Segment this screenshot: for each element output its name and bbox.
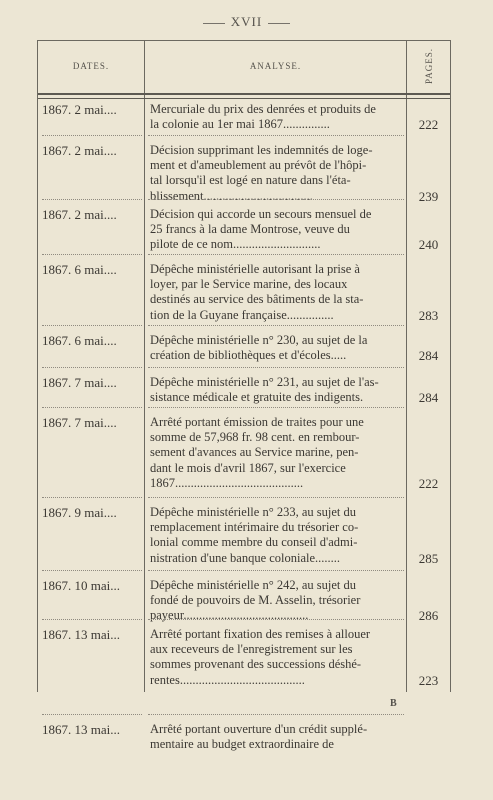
analysis-line: dant le mois d'avril 1867, sur l'exercice <box>150 460 346 475</box>
entry-page: 284 <box>418 348 439 364</box>
analysis-line: tal lorsqu'il est logé en nature dans l'éta- <box>150 173 351 188</box>
analysis-line: fondé de pouvoirs de M. Asselin, trésorier <box>150 593 361 608</box>
row-separator <box>42 619 142 620</box>
header-dates: DATES. <box>72 61 110 71</box>
entry-date: 1867. 7 mai.... <box>42 375 117 390</box>
row-separator <box>42 325 142 326</box>
header-analyse: ANALYSE. <box>249 61 302 71</box>
entry-analysis <box>150 207 402 253</box>
entry-analysis <box>150 505 402 566</box>
entry-page: 222 <box>418 475 439 491</box>
entry-date: 1867. 6 mai.... <box>42 333 117 348</box>
entry-analysis <box>150 143 402 204</box>
analysis-line: sement d'avances au Service marine, pen- <box>150 445 359 460</box>
entry-page: 239 <box>418 188 439 204</box>
row-separator <box>148 135 404 136</box>
entry-analysis <box>150 722 402 752</box>
pages-column-rule <box>406 40 407 692</box>
analysis-line: payeur........................................ <box>150 608 309 623</box>
row-separator <box>148 367 404 368</box>
analysis-line: pilote de ce nom............................ <box>150 237 321 252</box>
analysis-line: Arrêté portant fixation des remises à allouer <box>150 627 371 641</box>
analysis-line: tion de la Guyane française............... <box>150 307 334 322</box>
row-separator <box>42 570 142 571</box>
analysis-line: la colonie au 1er mai 1867............... <box>150 117 330 132</box>
entry-page: 285 <box>418 550 439 566</box>
entry-analysis <box>150 627 402 688</box>
entry-date: 1867. 2 mai.... <box>42 143 117 158</box>
analysis-line: Dépêche ministérielle n° 230, au sujet de la <box>150 333 368 347</box>
entry-page: 222 <box>418 117 439 133</box>
row-separator <box>148 714 404 715</box>
row-separator <box>148 570 404 571</box>
entry-analysis <box>150 415 402 491</box>
analysis-line: ment et d'ameublement au prévôt de l'hôpi- <box>150 158 367 173</box>
analysis-line: sommes provenant des successions déshé- <box>150 657 362 672</box>
entry-analysis <box>150 375 402 405</box>
analysis-line: nistration d'une banque coloniale........ <box>150 550 341 565</box>
row-separator <box>148 407 404 408</box>
analysis-line: sistance médicale et gratuite des indigents. <box>150 390 364 405</box>
analysis-line: Arrêté portant émission de traites pour une <box>150 415 364 429</box>
analysis-line: Décision supprimant les indemnités de loge- <box>150 143 373 157</box>
index-table <box>37 40 451 752</box>
analysis-line: Arrêté portant ouverture d'un crédit supplé- <box>150 722 368 736</box>
entry-date: 1867. 9 mai.... <box>42 505 117 520</box>
folio-dash-left <box>203 23 225 24</box>
entry-date: 1867. 6 mai.... <box>42 262 117 277</box>
analysis-line: Mercuriale du prix des denrées et produits de <box>150 102 376 116</box>
row-separator <box>148 199 404 200</box>
entry-date: 1867. 13 mai... <box>42 627 120 642</box>
entry-page: 223 <box>418 672 439 688</box>
row-separator <box>148 325 404 326</box>
folio-number: XVII <box>230 14 263 29</box>
analysis-line: somme de 57,968 fr. 98 cent. en rembour- <box>150 430 360 445</box>
analysis-line: remplacement intérimaire du trésorier co- <box>150 520 359 535</box>
folio-dash-right <box>268 23 290 24</box>
analysis-line: Décision qui accorde un secours mensuel de <box>150 207 372 221</box>
analysis-line: Dépêche ministérielle autorisant la prise à <box>150 262 360 276</box>
row-separator <box>42 254 142 255</box>
analysis-line: création de bibliothèques et d'écoles..... <box>150 348 347 363</box>
analysis-line: aux receveurs de l'enregistrement sur les <box>150 642 353 657</box>
analysis-line: Dépêche ministérielle n° 242, au sujet du <box>150 578 356 592</box>
analysis-line: destinés au service des bâtiments de la sta- <box>150 292 364 307</box>
analysis-line: 1867......................................... <box>150 475 304 490</box>
row-separator <box>42 367 142 368</box>
analysis-line: Dépêche ministérielle n° 233, au sujet du <box>150 505 356 519</box>
row-separator <box>148 497 404 498</box>
entry-date: 1867. 13 mai... <box>42 722 120 737</box>
header-double-rule <box>38 93 450 99</box>
analysis-line: 25 francs à la dame Montrose, veuve du <box>150 222 350 237</box>
entry-date: 1867. 2 mai.... <box>42 207 117 222</box>
analysis-line: lonial comme membre du conseil d'admi- <box>150 535 358 550</box>
dates-column-rule <box>144 40 145 692</box>
entry-date: 1867. 2 mai.... <box>42 102 117 117</box>
entry-page: 286 <box>418 608 439 624</box>
analysis-line: mentaire au budget extraordinaire de <box>150 737 334 752</box>
signature-mark: B <box>390 698 397 709</box>
entry-analysis <box>150 578 402 624</box>
entry-date: 1867. 7 mai.... <box>42 415 117 430</box>
row-separator <box>148 254 404 255</box>
row-separator <box>148 619 404 620</box>
entry-analysis <box>150 333 402 363</box>
entry-analysis <box>150 262 402 323</box>
entry-page: 284 <box>418 390 439 406</box>
row-separator <box>42 714 142 715</box>
header-pages <box>407 40 450 92</box>
entry-analysis <box>150 102 402 132</box>
entry-page: 240 <box>418 237 439 253</box>
row-separator <box>42 135 142 136</box>
row-separator <box>42 407 142 408</box>
analysis-line: blissement................................... <box>150 188 313 203</box>
analysis-line: loyer, par le Service marine, des locaux <box>150 277 348 292</box>
page-folio <box>0 14 493 30</box>
analysis-line: rentes........................................ <box>150 672 305 687</box>
entry-date: 1867. 10 mai... <box>42 578 120 593</box>
analysis-line: Dépêche ministérielle n° 231, au sujet de l'as- <box>150 375 379 389</box>
row-separator <box>42 199 142 200</box>
entry-page: 283 <box>418 307 439 323</box>
header-pages-label: PAGES. <box>423 48 434 84</box>
row-separator <box>42 497 142 498</box>
